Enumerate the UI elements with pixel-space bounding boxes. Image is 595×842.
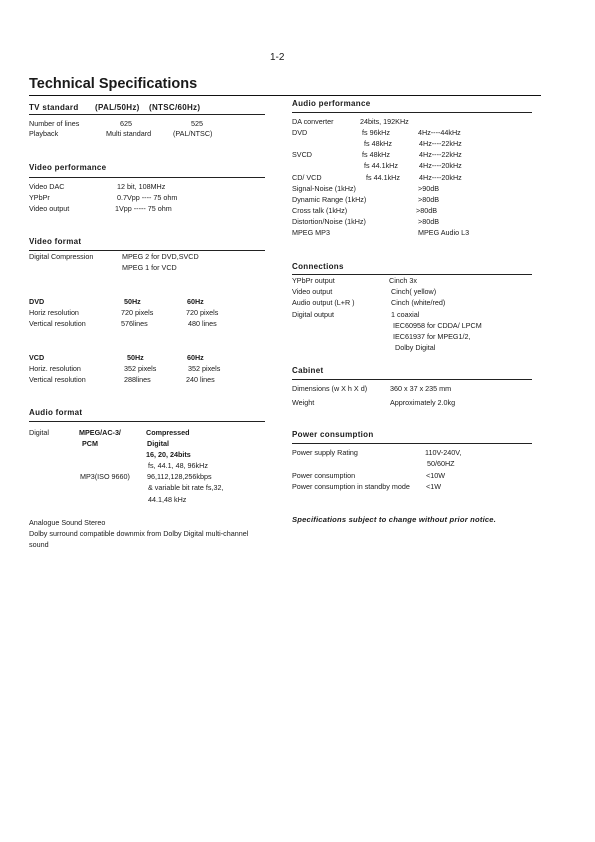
ap-row-1-v1: fs 96kHz <box>362 128 390 137</box>
conn-digital-value-3: IEC61937 for MPEG1/2, <box>393 332 471 341</box>
tv-standard-ntsc-heading: (NTSC/60Hz) <box>149 103 201 112</box>
audio-fs: fs, 44.1, 48, 96kHz <box>148 461 208 470</box>
vcd-horiz-label: Horiz. resolution <box>29 364 81 373</box>
ap-row-0-v1: 24bits, 192KHz <box>360 117 409 126</box>
dvd-vert-60: 480 lines <box>188 319 217 328</box>
conn-video-value: Cinch( yellow) <box>391 287 437 296</box>
ap-row-2-v1: fs 48kHz <box>364 139 392 148</box>
dvd-vert-label: Vertical resolution <box>29 319 86 328</box>
audio-note-2: Dolby surround compatible downmix from Dolby Digital multi-channel <box>29 529 249 538</box>
vcd-vert-label: Vertical resolution <box>29 375 86 384</box>
digital-compression-value-1: MPEG 2 for DVD,SVCD <box>122 252 199 261</box>
audio-mp3-value-2: & variable bit rate fs,32, <box>148 483 224 492</box>
ap-dn-label: Distortion/Noise (1kHz) <box>292 217 366 226</box>
audio-mp3-value-1: 96,112,128,256kbps <box>147 472 212 481</box>
ap-ct-value: >80dB <box>416 206 437 215</box>
ypbpr-label: YPbPr <box>29 193 50 202</box>
audio-format-rule <box>29 421 265 422</box>
power-rating-value-1: 110V-240V, <box>425 448 462 457</box>
audio-note-3: sound <box>29 540 49 549</box>
ap-row-0-label: DA converter <box>292 117 334 126</box>
video-format-rule <box>29 250 265 251</box>
dvd-horiz-60: 720 pixels <box>186 308 219 317</box>
cab-weight-label: Weight <box>292 398 315 407</box>
conn-digital-label: Digital output <box>292 310 334 319</box>
cab-dim-value: 360 x 37 x 235 mm <box>390 384 452 393</box>
ap-row-1-label: DVD <box>292 128 308 137</box>
ap-snr-value: >90dB <box>418 184 439 193</box>
power-consumption-label: Power consumption <box>292 471 356 480</box>
cab-dim-label: Dimensions (w X h X d) <box>292 384 368 393</box>
audio-mp3-value-3: 44.1,48 kHz <box>148 495 187 504</box>
power-rating-label: Power supply Rating <box>292 448 358 457</box>
dvd-horiz-label: Horiz resolution <box>29 308 79 317</box>
audio-format-heading: Audio format <box>29 408 83 417</box>
power-rule <box>292 443 532 444</box>
ap-row-5-v2: 4Hz----20kHz <box>419 173 462 182</box>
ap-row-1-v2: 4Hz----44kHz <box>418 128 461 137</box>
digital-compression-label: Digital Compression <box>29 252 94 261</box>
connections-rule <box>292 274 532 275</box>
video-dac-value: 12 bit, 108MHz <box>117 182 166 191</box>
ypbpr-value: 0.7Vpp ---- 75 ohm <box>117 193 178 202</box>
conn-ypbpr-label: YPbPr output <box>292 276 335 285</box>
audio-digital-bold: Digital <box>147 439 169 448</box>
conn-ypbpr-value: Cinch 3x <box>389 276 417 285</box>
ap-dr-label: Dynamic Range (1kHz) <box>292 195 367 204</box>
video-dac-label: Video DAC <box>29 182 65 191</box>
vcd-col-60hz: 60Hz <box>187 353 204 362</box>
conn-digital-value-2: IEC60958 for CDDA/ LPCM <box>393 321 482 330</box>
power-heading: Power consumption <box>292 430 374 439</box>
dvd-label: DVD <box>29 297 45 306</box>
power-rating-value-2: 50/60HZ <box>427 459 455 468</box>
ap-row-2-v2: 4Hz----22kHz <box>419 139 462 148</box>
ap-mp3-value: MPEG Audio L3 <box>418 228 470 237</box>
cabinet-heading: Cabinet <box>292 366 324 375</box>
video-output-value: 1Vpp ----- 75 ohm <box>115 204 172 213</box>
dvd-col-60hz: 60Hz <box>187 297 204 306</box>
footer-note: Specifications subject to change without prior notice. <box>292 515 497 524</box>
tv-playback-label: Playback <box>29 129 59 138</box>
audio-digital-label: Digital <box>29 428 49 437</box>
video-output-label: Video output <box>29 204 70 213</box>
conn-audio-label: Audio output (L+R ) <box>292 298 355 307</box>
tv-lines-pal: 625 <box>120 119 132 128</box>
cab-weight-value: Approximately 2.0kg <box>390 398 456 407</box>
conn-digital-value-1: 1 coaxial <box>391 310 420 319</box>
power-standby-value: <1W <box>426 482 441 491</box>
cabinet-rule <box>292 379 532 380</box>
ap-dr-value: >80dB <box>418 195 439 204</box>
audio-mp3-label: MP3(ISO 9660) <box>80 472 130 481</box>
page-number: 1-2 <box>270 52 285 63</box>
vcd-label: VCD <box>29 353 45 362</box>
dvd-col-50hz: 50Hz <box>124 297 141 306</box>
tv-standard-pal-heading: (PAL/50Hz) <box>95 103 140 112</box>
audio-pcm-label: PCM <box>82 439 98 448</box>
connections-heading: Connections <box>292 262 344 271</box>
power-standby-label: Power consumption in standby mode <box>292 482 410 491</box>
power-consumption-value: <10W <box>426 471 445 480</box>
ap-row-3-v1: fs 48kHz <box>362 150 390 159</box>
audio-compressed-label: Compressed <box>146 428 190 437</box>
ap-row-3-label: SVCD <box>292 150 312 159</box>
ap-row-4-v1: fs 44.1kHz <box>364 161 398 170</box>
tv-standard-heading: TV standard <box>29 103 79 112</box>
ap-row-5-label: CD/ VCD <box>292 173 322 182</box>
audio-performance-rule <box>292 112 532 113</box>
dvd-horiz-50: 720 pixels <box>121 308 154 317</box>
ap-snr-label: Signal-Noise (1kHz) <box>292 184 356 193</box>
tv-standard-rule <box>29 114 265 115</box>
conn-audio-value: Cinch (white/red) <box>391 298 446 307</box>
digital-compression-value-2: MPEG 1 for VCD <box>122 263 177 272</box>
ap-row-5-v1: fs 44.1kHz <box>366 173 400 182</box>
title-rule <box>29 95 541 96</box>
ap-row-4-v2: 4Hz----20kHz <box>419 161 462 170</box>
ap-ct-label: Cross talk (1kHz) <box>292 206 348 215</box>
vcd-vert-50: 288lines <box>124 375 151 384</box>
ap-mp3-label: MPEG MP3 <box>292 228 330 237</box>
conn-video-label: Video output <box>292 287 333 296</box>
ap-row-3-v2: 4Hz----22kHz <box>419 150 462 159</box>
video-format-heading: Video format <box>29 237 82 246</box>
video-performance-rule <box>29 177 265 178</box>
page-title: Technical Specifications <box>29 76 198 92</box>
vcd-col-50hz: 50Hz <box>127 353 144 362</box>
dvd-vert-50: 576lines <box>121 319 148 328</box>
audio-bits: 16, 20, 24bits <box>146 450 191 459</box>
tv-lines-ntsc: 525 <box>191 119 203 128</box>
tv-lines-label: Number of lines <box>29 119 80 128</box>
tv-playback-pal: Multi standard <box>106 129 152 138</box>
vcd-vert-60: 240 lines <box>186 375 215 384</box>
vcd-horiz-50: 352 pixels <box>124 364 157 373</box>
tv-playback-ntsc: (PAL/NTSC) <box>173 129 213 138</box>
conn-digital-value-4: Dolby Digital <box>395 343 436 352</box>
audio-performance-heading: Audio performance <box>292 99 371 108</box>
ap-dn-value: >80dB <box>418 217 439 226</box>
audio-note-1: Analogue Sound Stereo <box>29 518 106 527</box>
vcd-horiz-60: 352 pixels <box>188 364 221 373</box>
audio-mpeg-label: MPEG/AC-3/ <box>79 428 121 437</box>
video-performance-heading: Video performance <box>29 163 107 172</box>
